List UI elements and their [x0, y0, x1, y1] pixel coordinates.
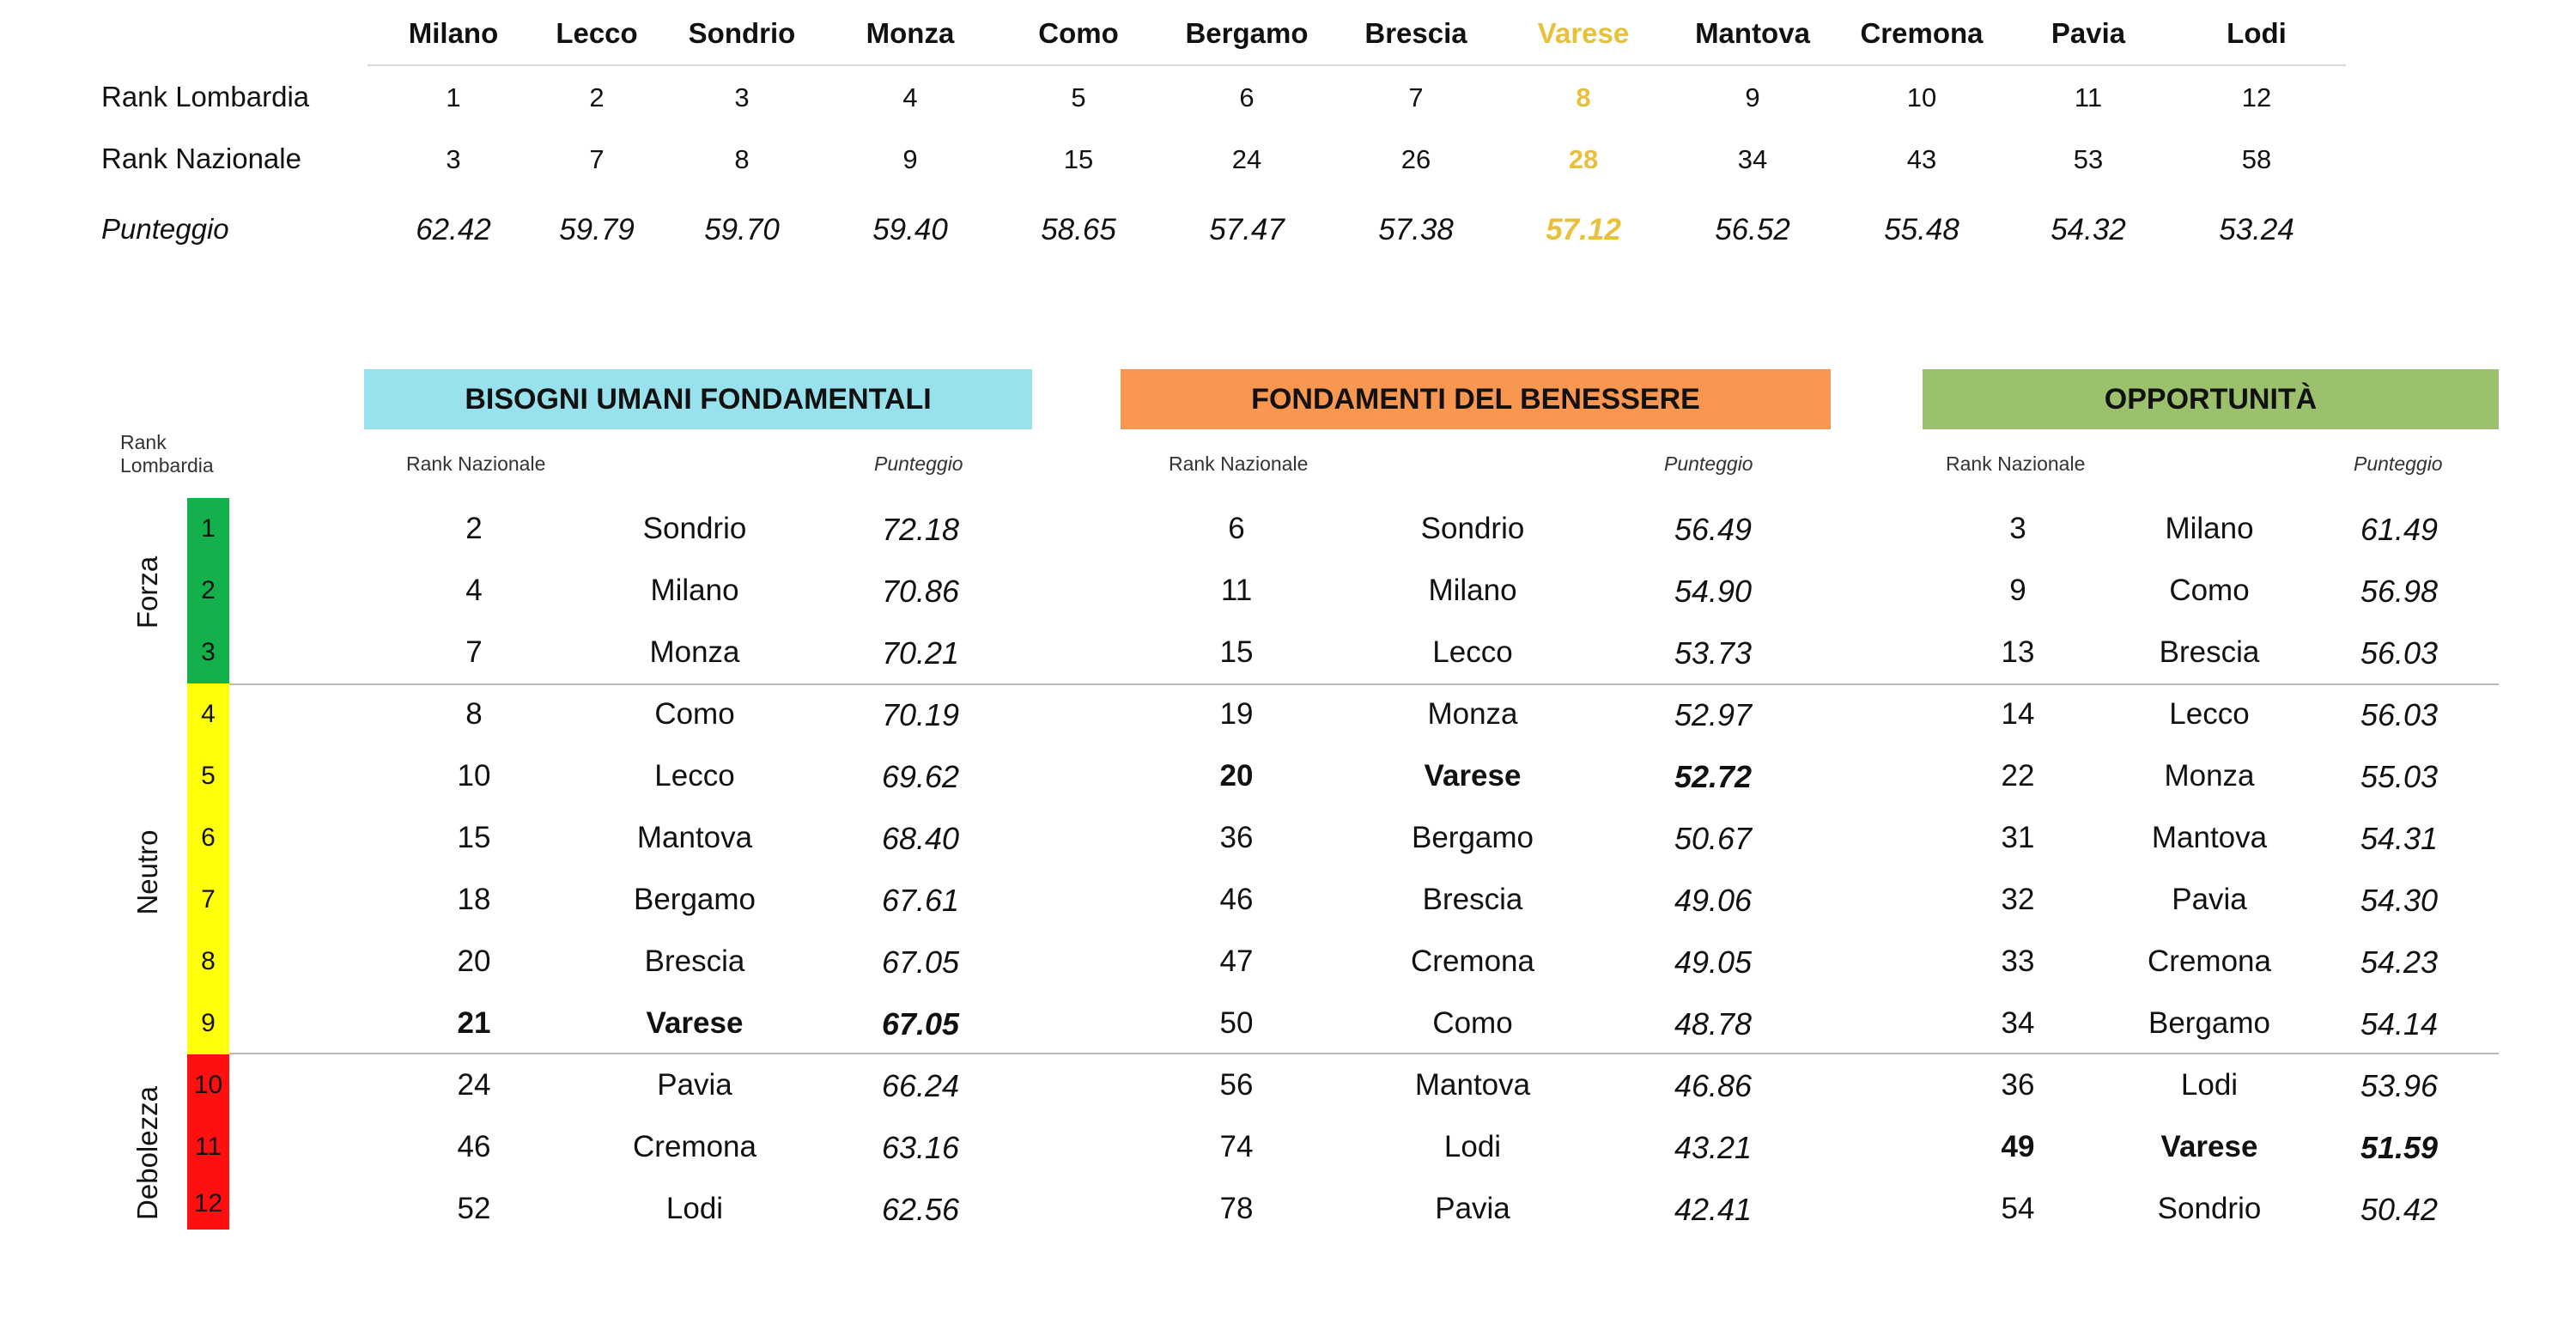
section-city: Cremona: [2148, 944, 2271, 978]
section-punteggio: 63.16: [881, 1130, 960, 1165]
rank-lombardia-value: 11: [2074, 82, 2103, 112]
section-punteggio: 61.49: [2360, 512, 2439, 547]
city-header: Como: [1038, 17, 1119, 49]
section-city: Mantova: [1414, 1068, 1531, 1102]
section-city: Monza: [1427, 697, 1518, 731]
section-rank-nazionale: 49: [2001, 1130, 2035, 1163]
section-city: Cremona: [1411, 944, 1534, 978]
section-punteggio: 67.61: [881, 883, 960, 918]
section-header-bisogni: BISOGNI UMANI FONDAMENTALI: [364, 369, 1032, 429]
section-punteggio: 53.73: [1674, 635, 1753, 671]
rank-lombardia-value: 12: [2241, 82, 2272, 112]
punteggio-value: 55.48: [1884, 213, 1959, 246]
section-punteggio: 56.03: [2360, 697, 2439, 732]
section-punteggio: 42.41: [1674, 1192, 1753, 1227]
rank-nazionale-value: 7: [589, 144, 605, 174]
row-label-rank-nazionale: Rank Nazionale: [101, 143, 301, 174]
section-city: Milano: [1428, 574, 1517, 607]
rank-nazionale-value: 8: [734, 144, 750, 174]
section-punteggio: 54.23: [2360, 944, 2439, 980]
section-city: Pavia: [657, 1068, 732, 1102]
section-punteggio: 54.90: [1674, 574, 1753, 609]
section-rank-nazionale: 24: [457, 1068, 491, 1102]
punteggio-value: 58.65: [1041, 213, 1116, 246]
rank-lombardia-cell: 7: [187, 869, 229, 931]
city-header: Monza: [866, 17, 955, 49]
punteggio-value: 56.52: [1715, 213, 1790, 246]
rank-nazionale-value: 15: [1063, 144, 1094, 174]
section-rank-nazionale: 56: [1219, 1068, 1254, 1102]
section-punteggio: 56.03: [2360, 635, 2439, 671]
city-header: Milano: [408, 17, 499, 49]
rank-lombardia-value: 3: [734, 82, 750, 112]
section-punteggio: 52.72: [1674, 759, 1753, 794]
section-city: Brescia: [644, 944, 745, 978]
section-punteggio: 48.78: [1674, 1006, 1753, 1042]
section-rank-nazionale: 20: [1219, 759, 1254, 793]
section-city: Sondrio: [642, 512, 747, 545]
rank-lombardia-label-line2: Lombardia: [120, 454, 214, 477]
section-rank-nazionale: 50: [1219, 1006, 1254, 1040]
rank-lombardia-value: 5: [1071, 82, 1086, 112]
section-punteggio: 53.96: [2360, 1068, 2439, 1103]
punteggio-value: 59.79: [559, 213, 635, 246]
city-header: Lecco: [556, 17, 638, 49]
section-city: Mantova: [636, 821, 753, 854]
rank-lombardia-value: 1: [446, 82, 461, 112]
punteggio-value: 57.38: [1378, 213, 1454, 246]
punteggio-value: 57.47: [1209, 213, 1285, 246]
section-punteggio: 72.18: [881, 512, 960, 547]
section-rank-nazionale: 22: [2001, 759, 2035, 793]
section-city: Varese: [2160, 1130, 2258, 1163]
rank-lombardia-label-line1: Rank: [120, 431, 167, 453]
section-rank-nazionale: 36: [2001, 1068, 2035, 1102]
section-rank-nazionale: 19: [1219, 697, 1254, 731]
section-rank-nazionale: 46: [457, 1130, 491, 1163]
punteggio-value: 62.42: [416, 213, 491, 246]
fondamenti-rank-label: Rank Nazionale: [1169, 452, 1309, 475]
section-punteggio: 43.21: [1674, 1130, 1753, 1165]
section-punteggio: 66.24: [881, 1068, 960, 1103]
city-header: Varese: [1537, 17, 1630, 49]
punteggio-value: 53.24: [2219, 213, 2294, 246]
section-rank-nazionale: 32: [2001, 883, 2035, 916]
section-header-fondamenti: FONDAMENTI DEL BENESSERE: [1121, 369, 1831, 429]
section-rank-nazionale: 31: [2001, 821, 2035, 854]
section-punteggio: 70.19: [881, 697, 960, 732]
section-city: Pavia: [1435, 1192, 1510, 1225]
section-city: Lecco: [1432, 635, 1513, 669]
rank-lombardia-cell: 1: [187, 498, 229, 560]
section-punteggio: 70.86: [881, 574, 960, 609]
header-divider: [368, 64, 2346, 66]
section-city: Bergamo: [2148, 1006, 2271, 1040]
section-city: Lodi: [665, 1192, 724, 1225]
section-punteggio: 54.14: [2360, 1006, 2439, 1042]
rank-nazionale-value: 43: [1906, 144, 1937, 174]
section-punteggio: 50.67: [1674, 821, 1753, 856]
rank-lombardia-value: 4: [902, 82, 918, 112]
rank-lombardia-cell: 11: [187, 1116, 229, 1178]
section-city: Milano: [650, 574, 739, 607]
rank-nazionale-value: 34: [1737, 144, 1768, 174]
opportunita-rank-label: Rank Nazionale: [1946, 452, 2086, 475]
rank-lombardia-cell: 3: [187, 622, 229, 683]
row-label-punteggio: Punteggio: [101, 213, 229, 245]
section-punteggio: 51.59: [2360, 1130, 2439, 1165]
rank-nazionale-value: 24: [1231, 144, 1262, 174]
section-rank-nazionale: 9: [2009, 574, 2026, 607]
group-label-debolezza: Debolezza: [131, 1086, 163, 1220]
section-rank-nazionale: 46: [1219, 883, 1254, 916]
section-rank-nazionale: 6: [1228, 512, 1245, 545]
section-punteggio: 49.06: [1674, 883, 1753, 918]
section-rank-nazionale: 11: [1220, 574, 1253, 607]
section-rank-nazionale: 7: [465, 635, 483, 669]
group-separator-forza-neutro: [229, 683, 2499, 685]
rank-lombardia-value: 2: [589, 82, 605, 112]
section-punteggio: 68.40: [881, 821, 960, 856]
section-rank-nazionale: 13: [2001, 635, 2035, 669]
rank-lombardia-cell: 10: [187, 1054, 229, 1116]
section-city: Como: [654, 697, 735, 731]
section-city: Sondrio: [1420, 512, 1525, 545]
city-header: Bergamo: [1185, 17, 1309, 49]
rank-lombardia-value: 8: [1576, 82, 1591, 112]
section-city: Lecco: [654, 759, 735, 793]
section-rank-nazionale: 14: [2001, 697, 2035, 731]
section-punteggio: 62.56: [881, 1192, 960, 1227]
group-separator-neutro-debolezza: [229, 1053, 2499, 1054]
section-city: Como: [2169, 574, 2250, 607]
section-rank-nazionale: 20: [457, 944, 491, 978]
section-city: Lecco: [2169, 697, 2250, 731]
rank-lombardia-cell: 2: [187, 560, 229, 622]
section-rank-nazionale: 10: [457, 759, 491, 793]
city-header: Brescia: [1364, 17, 1467, 49]
section-punteggio: 54.30: [2360, 883, 2439, 918]
section-rank-nazionale: 74: [1219, 1130, 1254, 1163]
section-rank-nazionale: 36: [1219, 821, 1254, 854]
rank-lombardia-cell: 5: [187, 745, 229, 807]
fondamenti-score-label: Punteggio: [1664, 452, 1753, 475]
section-punteggio: 67.05: [881, 944, 960, 980]
section-rank-nazionale: 52: [457, 1192, 491, 1225]
rank-lombardia-value: 6: [1239, 82, 1255, 112]
section-rank-nazionale: 21: [457, 1006, 491, 1040]
rank-nazionale-value: 9: [902, 144, 918, 174]
section-header-opportunita: OPPORTUNITÀ: [1923, 369, 2499, 429]
section-rank-nazionale: 4: [465, 574, 483, 607]
rank-lombardia-value: 7: [1408, 82, 1424, 112]
section-punteggio: 54.31: [2360, 821, 2439, 856]
row-label-rank-lombardia: Rank Lombardia: [101, 81, 310, 112]
section-city: Pavia: [2172, 883, 2247, 916]
section-punteggio: 67.05: [881, 1006, 960, 1042]
section-city: Monza: [649, 635, 740, 669]
city-header: Cremona: [1860, 17, 1984, 49]
punteggio-value: 54.32: [2050, 213, 2126, 246]
section-city: Lodi: [2180, 1068, 2239, 1102]
section-punteggio: 46.86: [1674, 1068, 1753, 1103]
section-city: Brescia: [1422, 883, 1523, 916]
rank-lombardia-value: 9: [1745, 82, 1760, 112]
section-punteggio: 55.03: [2360, 759, 2439, 794]
city-header: Pavia: [2050, 17, 2126, 49]
rank-nazionale-value: 53: [2073, 144, 2104, 174]
section-rank-nazionale: 18: [457, 883, 491, 916]
punteggio-value: 59.70: [704, 213, 780, 246]
city-header: Mantova: [1695, 17, 1810, 49]
section-punteggio: 69.62: [881, 759, 960, 794]
section-city: Varese: [1424, 759, 1522, 793]
section-rank-nazionale: 15: [457, 821, 491, 854]
rank-lombardia-cell: 8: [187, 931, 229, 993]
rank-lombardia-cell: 12: [187, 1178, 229, 1230]
group-label-neutro: Neutro: [131, 829, 163, 915]
rank-lombardia-cell: 6: [187, 807, 229, 869]
opportunita-score-label: Punteggio: [2354, 452, 2443, 475]
section-rank-nazionale: 47: [1219, 944, 1254, 978]
section-city: Sondrio: [2157, 1192, 2262, 1225]
section-rank-nazionale: 78: [1219, 1192, 1254, 1225]
city-header: Sondrio: [688, 17, 796, 49]
city-header: Lodi: [2227, 17, 2287, 49]
rank-lombardia-value: 10: [1906, 82, 1937, 112]
section-rank-nazionale: 8: [465, 697, 483, 731]
section-punteggio: 50.42: [2360, 1192, 2439, 1227]
section-rank-nazionale: 33: [2001, 944, 2035, 978]
rank-nazionale-value: 3: [446, 144, 461, 174]
section-punteggio: 56.49: [1674, 512, 1753, 547]
section-city: Bergamo: [1411, 821, 1534, 854]
section-city: Bergamo: [633, 883, 756, 916]
rank-lombardia-cell: 9: [187, 993, 229, 1054]
section-rank-nazionale: 34: [2001, 1006, 2035, 1040]
section-punteggio: 70.21: [881, 635, 960, 671]
section-city: Lodi: [1443, 1130, 1502, 1163]
section-city: Varese: [646, 1006, 744, 1040]
rank-nazionale-value: 28: [1568, 144, 1599, 174]
section-punteggio: 49.05: [1674, 944, 1753, 980]
section-city: Como: [1432, 1006, 1513, 1040]
rank-nazionale-value: 26: [1400, 144, 1431, 174]
bisogni-score-label: Punteggio: [874, 452, 963, 475]
section-rank-nazionale: 2: [465, 512, 483, 545]
section-city: Monza: [2164, 759, 2255, 793]
section-rank-nazionale: 15: [1219, 635, 1254, 669]
section-punteggio: 52.97: [1674, 697, 1753, 732]
section-rank-nazionale: 54: [2001, 1192, 2035, 1225]
section-city: Brescia: [2159, 635, 2260, 669]
section-punteggio: 56.98: [2360, 574, 2439, 609]
section-city: Milano: [2165, 512, 2254, 545]
rank-nazionale-value: 58: [2241, 144, 2272, 174]
bisogni-rank-label: Rank Nazionale: [406, 452, 546, 475]
rank-lombardia-label: [120, 431, 214, 477]
section-city: Cremona: [633, 1130, 756, 1163]
rank-lombardia-cell: 4: [187, 683, 229, 745]
section-rank-nazionale: 3: [2009, 512, 2026, 545]
group-label-forza: Forza: [131, 556, 163, 629]
punteggio-value: 59.40: [872, 213, 948, 246]
section-city: Mantova: [2151, 821, 2268, 854]
punteggio-value: 57.12: [1546, 213, 1621, 246]
